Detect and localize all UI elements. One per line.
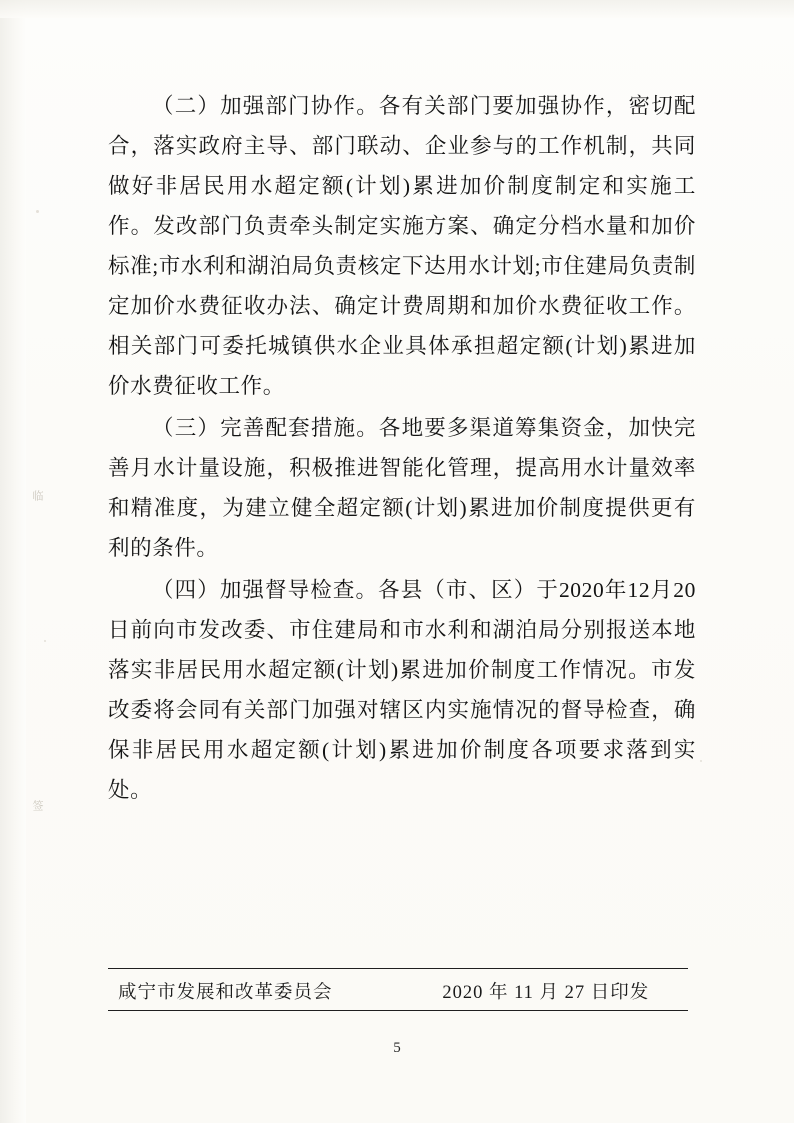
footer-issuer: 咸宁市发展和改革委员会 (118, 983, 333, 1003)
marginalia-note-1: 临 (31, 490, 43, 503)
document-footer (108, 968, 688, 1011)
footer-issue-date: 2020 年 11 月 27 日印发 (442, 983, 650, 1003)
marginalia-note-2: 签 (31, 800, 43, 813)
scan-speck (44, 640, 46, 642)
footer-row (108, 969, 688, 1004)
scan-speck (700, 760, 702, 762)
paragraph-2: （二）加强部门协作。各有关部门要加强协作，密切配合，落实政府主导、部门联动、企业参与的工作机制，共同做好非居民用水超定额(计划)累进加价制度制定和实施工作。发改部门负责牵头制定实施方案、确定分档水量和加价标准;市水利和湖泊局负责核定下达用水计划;市住建局负责制定加价水费征收办法、确定计费周期和加价水费征收工作。相关部门可委托城镇供水企业具体承担超定额(计划)累进加价水费征收工作。 (108, 94, 696, 398)
document-body (108, 86, 696, 812)
paragraph-3: （三）完善配套措施。各地要多渠道筹集资金，加快完善月水计量设施，积极推进智能化管理，提高用水计量效率和精准度，为建立健全超定额(计划)累进加价制度提供更有利的条件。 (108, 416, 696, 560)
page-number: 5 (393, 1040, 401, 1056)
scan-speck (36, 210, 39, 213)
paper-edge-left (0, 0, 26, 1123)
paragraph-4: （四）加强督导检查。各县（市、区）于2020年12月20日前向市发改委、市住建局和市水利和湖泊局分别报送本地落实非居民用水超定额(计划)累进加价制度工作情况。市发改委将会同有关部门加强对辖区内实施情况的督导检查，确保非居民用水超定额(计划)累进加价制度各项要求落到实处。 (108, 578, 696, 802)
footer-bottom-rule (108, 1010, 688, 1011)
paper-edge-top (0, 0, 794, 18)
